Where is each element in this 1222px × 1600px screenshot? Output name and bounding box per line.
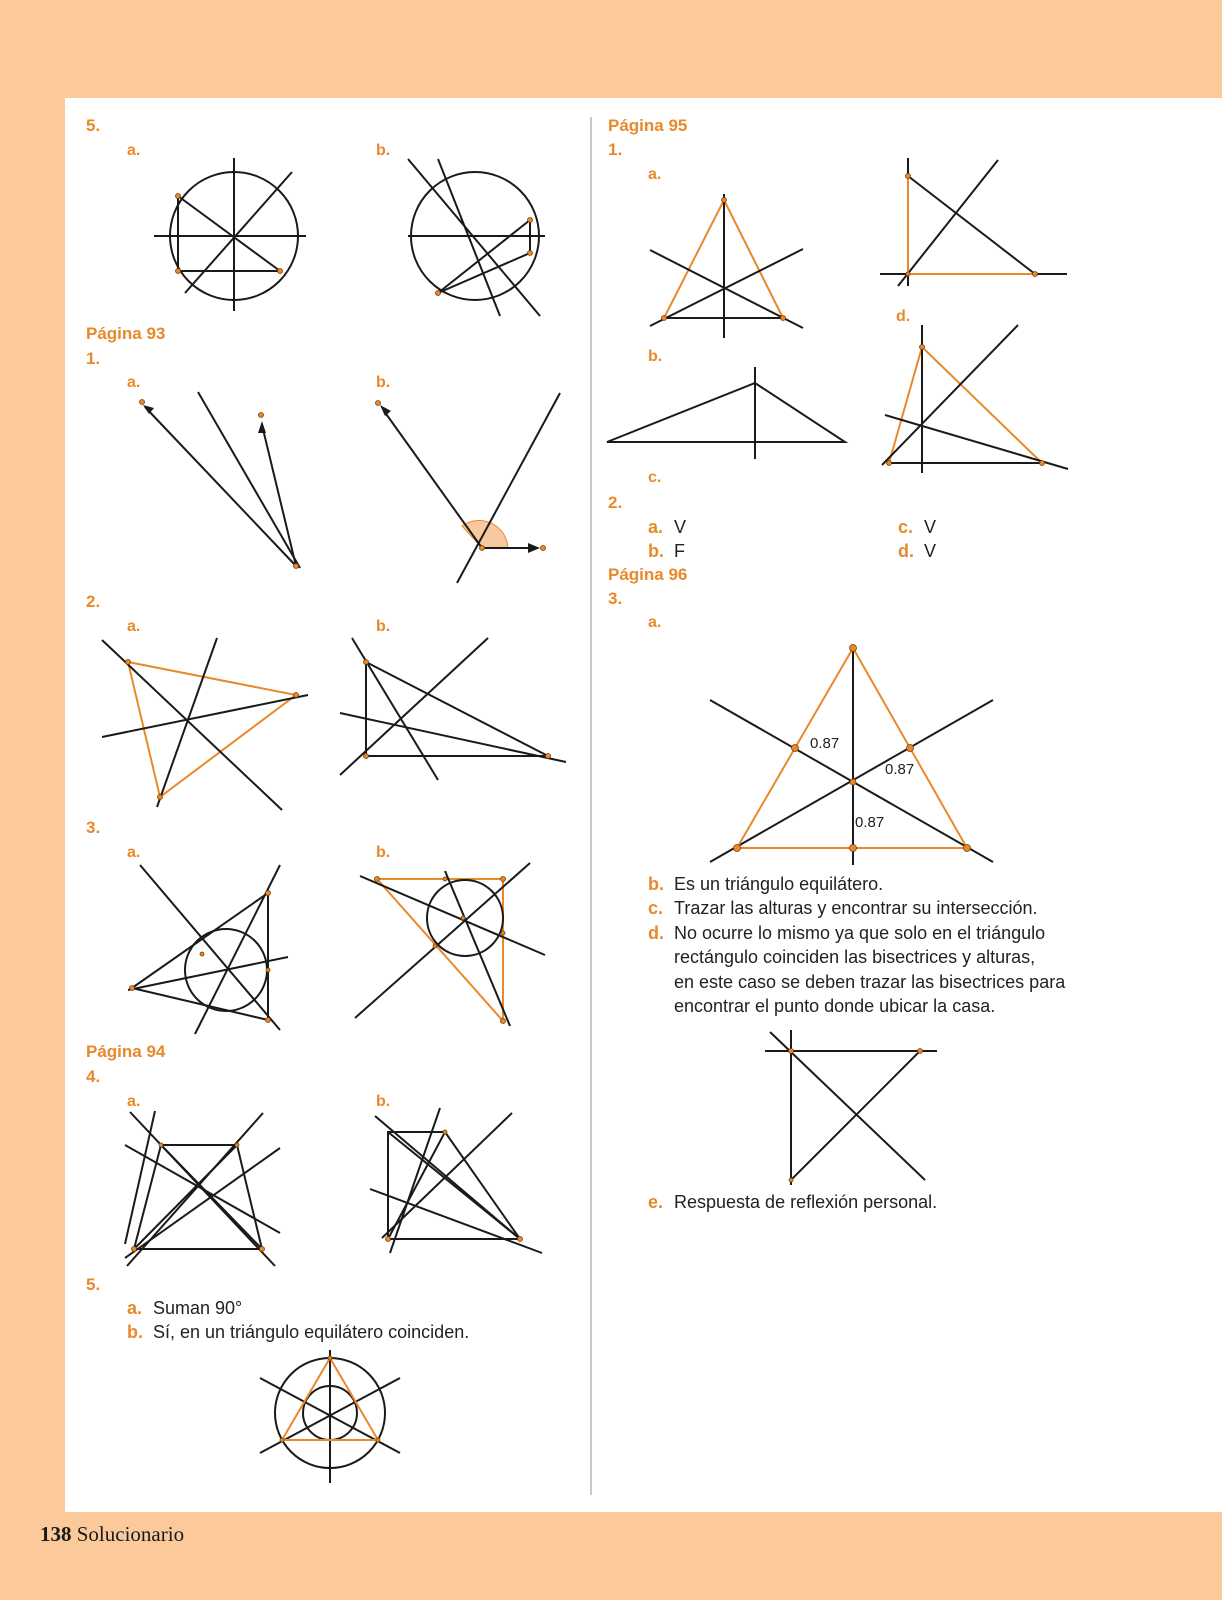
exercise-number: 1. — [608, 140, 623, 159]
answer-letter: c. — [648, 898, 664, 918]
exercise-number: 5. — [86, 1275, 101, 1294]
answer-line — [648, 515, 686, 539]
figure-triangle-bisectors-a — [100, 635, 310, 815]
answer-text: Es un triángulo equilátero. — [674, 874, 884, 894]
figure-triangle-altitudes-d — [880, 325, 1070, 475]
page-reference-title: Página 94 — [86, 1042, 166, 1061]
page-footer — [40, 1522, 184, 1547]
answer-letter: b. — [648, 541, 664, 561]
item-label: a. — [648, 614, 662, 631]
answer-letter: d. — [648, 923, 664, 943]
answer-text: Respuesta de reflexión personal. — [674, 1192, 938, 1212]
exercise-number: 4. — [86, 1067, 101, 1086]
item-label: a. — [648, 166, 662, 183]
page-reference-title: Página 93 — [86, 324, 166, 343]
figure-right-triangle-bisectors — [765, 1030, 940, 1185]
answer-letter: a. — [648, 517, 664, 537]
measurement-label: 0.87 — [855, 814, 885, 831]
item-label: c. — [648, 469, 662, 486]
answer-letter: b. — [648, 874, 664, 894]
section-name: Solucionario — [76, 1522, 185, 1546]
answer-text-continued: rectángulo coinciden las bisectrices y alturas, — [674, 947, 1036, 967]
figure-vectors-a — [130, 385, 320, 585]
figure-obtuse-triangle — [605, 365, 850, 460]
answer-line — [648, 539, 685, 563]
item-label: b. — [376, 844, 391, 861]
item-label: a. — [127, 1093, 141, 1110]
figure-incircle-a — [120, 860, 290, 1035]
item-label: a. — [127, 844, 141, 861]
figure-equilateral-circles — [255, 1350, 405, 1485]
item-label: a. — [127, 142, 141, 159]
measurement-label: 0.87 — [810, 735, 840, 752]
exercise-number: 2. — [86, 592, 101, 611]
answer-line — [127, 1296, 242, 1320]
figure-incircle-b — [355, 858, 555, 1028]
figure-vectors-b — [370, 385, 560, 585]
page-number: 138 — [40, 1522, 72, 1546]
answer-text-continued: en este caso se deben trazar las bisectrices para — [674, 972, 1066, 992]
answer-text: Trazar las alturas y encontrar su intersección. — [674, 898, 1038, 918]
page-reference-title: Página 95 — [608, 116, 688, 135]
answer-line — [648, 921, 1045, 945]
exercise-number: 1. — [86, 349, 101, 368]
answer-value: V — [924, 541, 937, 561]
measurement-label: 0.87 — [885, 761, 915, 778]
page-reference-title: Página 96 — [608, 565, 688, 584]
item-label: a. — [127, 618, 141, 635]
figure-trapezoid — [125, 1108, 285, 1268]
answer-line — [648, 1190, 937, 1214]
figure-right-triangle-altitudes — [880, 158, 1070, 288]
answer-text: Sí, en un triángulo equilátero coinciden. — [153, 1322, 470, 1342]
answer-line — [898, 515, 936, 539]
item-label: d. — [896, 308, 911, 325]
item-label: b. — [376, 374, 391, 391]
answer-text-continued: encontrar el punto donde ubicar la casa. — [674, 996, 996, 1016]
exercise-number: 3. — [608, 589, 623, 608]
answer-text: No ocurre lo mismo ya que solo en el triángulo — [674, 923, 1046, 943]
figure-triangle-altitudes-a — [648, 190, 808, 340]
item-label: b. — [376, 142, 391, 159]
answer-line — [127, 1320, 469, 1344]
exercise-number: 2. — [608, 493, 623, 512]
figure-triangle-bisectors-b — [340, 635, 570, 785]
item-label: a. — [127, 374, 141, 391]
answer-line — [648, 872, 883, 896]
figure-circle-symmetry-b — [400, 158, 560, 318]
answer-letter: d. — [898, 541, 914, 561]
figure-circle-symmetry-a — [150, 158, 310, 313]
item-label: b. — [376, 618, 391, 635]
answer-letter: b. — [127, 1322, 143, 1342]
exercise-number: 3. — [86, 818, 101, 837]
answer-line — [898, 539, 936, 563]
exercise-number: 5. — [86, 116, 101, 135]
answer-value: F — [674, 541, 685, 561]
answer-letter: c. — [898, 517, 914, 537]
answer-text: Suman 90° — [153, 1298, 243, 1318]
answer-value: V — [924, 517, 937, 537]
figure-equilateral-medians — [708, 640, 998, 865]
item-label: b. — [648, 348, 663, 365]
answer-letter: e. — [648, 1192, 664, 1212]
column-divider — [590, 117, 592, 1495]
answer-line — [648, 896, 1037, 920]
answer-letter: a. — [127, 1298, 143, 1318]
figure-quadrilateral — [370, 1108, 545, 1268]
item-label: b. — [376, 1093, 391, 1110]
answer-value: V — [674, 517, 687, 537]
